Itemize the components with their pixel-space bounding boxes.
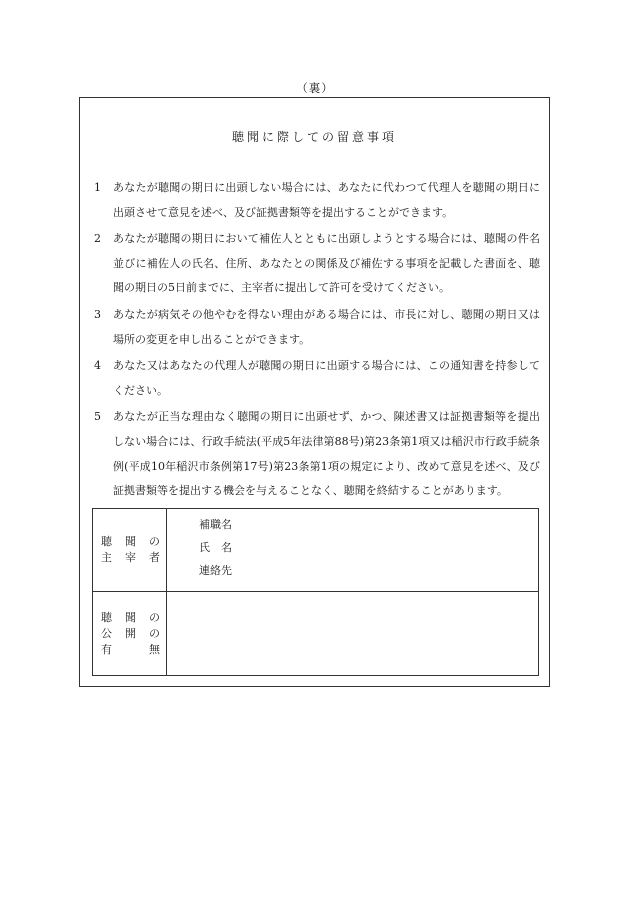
hearing-public-label <box>93 592 167 676</box>
label-char: の <box>149 610 160 624</box>
note-item <box>94 176 540 225</box>
notes-list <box>94 176 540 506</box>
name-field-label: 氏 名 <box>199 541 232 554</box>
label-char: 聴 <box>101 610 112 624</box>
note-number: 2 <box>94 232 101 246</box>
label-char: 主 <box>101 551 112 564</box>
label-char: 聞 <box>125 535 136 548</box>
presiding-officer-row <box>93 509 539 592</box>
hearing-public-row <box>93 592 539 676</box>
note-number: 3 <box>94 307 101 321</box>
label-char: 者 <box>149 551 160 564</box>
hearing-info-table <box>92 508 539 676</box>
note-text: あなたが病気その他やむを得ない理由がある場合には、市長に対し、聴聞の期日又は場所の変更を申し出ることができます。 <box>113 307 540 346</box>
page-side-label: （裏） <box>296 81 334 95</box>
label-char: 無 <box>149 642 160 656</box>
label-char: 聴 <box>101 535 112 548</box>
presiding-officer-label <box>93 509 167 592</box>
label-char: の <box>149 626 160 640</box>
note-item <box>94 354 540 403</box>
note-number: 5 <box>94 410 101 424</box>
note-number: 4 <box>94 359 101 373</box>
note-item <box>94 303 540 352</box>
note-text: あなたが聴聞の期日において補佐人とともに出頭しようとする場合には、聴聞の件名並びに補佐人の氏名、住所、あなたとの関係及び補佐する事項を記載した書面を、聴聞の期日の5日前までに、主宰者に提出して許可を受けてください。 <box>113 232 540 295</box>
position-field-label: 補職名 <box>199 518 232 531</box>
note-text: あなたが正当な理由なく聴聞の期日に出頭せず、かつ、陳述書又は証拠書類等を提出しない場合には、行政手続法(平成5年法律第88号)第23条第1項又は稲沢市行政手続条例(平成10年稲沢市条例第17号)第23条第1項の規定により、改めて意見を述べ、及び証拠書類等を提出する機会を与えることなく、聴聞を終結することがあります。 <box>113 410 540 498</box>
hearing-public-value <box>167 592 539 676</box>
label-char: 聞 <box>125 610 136 624</box>
label-char: 公 <box>101 626 112 640</box>
note-item <box>94 227 540 301</box>
note-text: あなた又はあなたの代理人が聴聞の期日に出頭する場合には、この通知書を持参してください。 <box>113 359 540 397</box>
label-char: 開 <box>125 626 136 640</box>
contact-field-label: 連絡先 <box>199 564 232 577</box>
label-char: 宰 <box>125 551 136 564</box>
presiding-officer-fields <box>167 509 539 592</box>
label-char: 有 <box>101 642 112 656</box>
note-number: 1 <box>94 181 101 194</box>
note-text: あなたが聴聞の期日に出頭しない場合には、あなたに代わつて代理人を聴聞の期日に出頭させて意見を述べ、及び証拠書類等を提出することができます。 <box>113 181 540 219</box>
label-char: の <box>149 535 160 548</box>
document-title: 聴聞に際しての留意事項 <box>231 130 397 144</box>
note-item <box>94 405 540 503</box>
